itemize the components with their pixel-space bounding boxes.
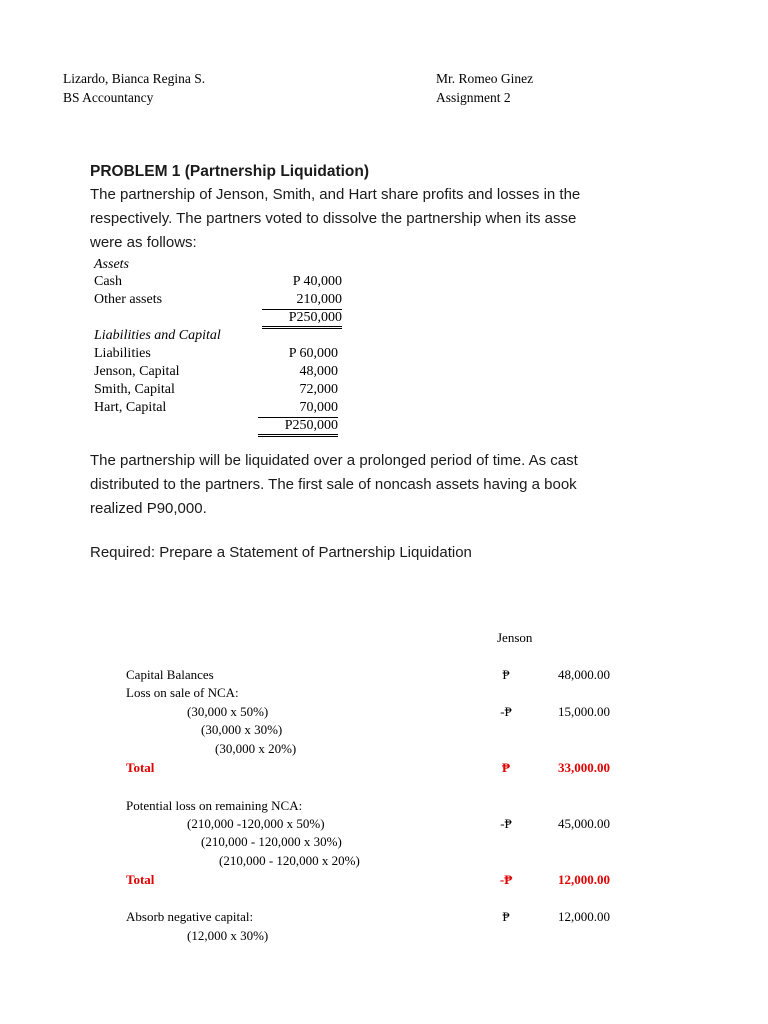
- liabilities-heading: Liabilities and Capital: [94, 328, 221, 343]
- intro-line: were as follows:: [90, 234, 197, 251]
- asset-amount: 210,000: [262, 291, 342, 310]
- assets-total: P250,000: [262, 310, 342, 329]
- total-value: 33,000.00: [558, 760, 610, 775]
- total-value: 12,000.00: [558, 872, 610, 887]
- after-line: realized P90,000.: [90, 500, 207, 517]
- assets-heading: Assets: [94, 257, 129, 272]
- statement-label: Capital Balances: [126, 667, 214, 682]
- statement-value: 48,000.00: [558, 667, 610, 682]
- liability-label: Liabilities: [94, 346, 151, 361]
- statement-value: 15,000.00: [558, 704, 610, 719]
- problem-title: PROBLEM 1 (Partnership Liquidation): [90, 163, 370, 180]
- student-name: Lizardo, Bianca Regina S.: [63, 71, 206, 86]
- statement-label: (210,000 - 120,000 x 30%): [201, 834, 342, 849]
- asset-label: Other assets: [94, 292, 163, 307]
- currency-symbol: -₱: [499, 872, 513, 887]
- statement-label: (210,000 -120,000 x 50%): [187, 816, 325, 831]
- currency-symbol: -₱: [500, 704, 512, 719]
- currency-symbol: ₱: [502, 667, 510, 682]
- intro-line: respectively. The partners voted to dissolve the partnership when its asse: [90, 210, 577, 227]
- required-line: Required: Prepare a Statement of Partnership Liquidation: [90, 544, 472, 561]
- after-line: The partnership will be liquidated over a prolonged period of time. As cast: [90, 452, 578, 469]
- statement-label: (30,000 x 30%): [201, 722, 283, 737]
- currency-symbol: -₱: [500, 816, 512, 831]
- statement-label: (210,000 - 120,000 x 20%): [219, 853, 360, 868]
- currency-symbol: ₱: [502, 909, 510, 924]
- statement-label: (12,000 x 30%): [187, 928, 269, 943]
- statement-label: Loss on sale of NCA:: [126, 685, 239, 700]
- intro-line: The partnership of Jenson, Smith, and Hart share profits and losses in the: [90, 186, 581, 203]
- currency-symbol: ₱: [502, 760, 510, 775]
- liability-amount: 72,000: [299, 382, 338, 397]
- liability-label: Hart, Capital: [94, 400, 167, 415]
- statement-label: Potential loss on remaining NCA:: [126, 798, 303, 813]
- total-label: Total: [126, 760, 155, 775]
- liability-label: Smith, Capital: [94, 382, 175, 397]
- statement-value: 12,000.00: [558, 909, 610, 924]
- statement-label: (30,000 x 20%): [215, 741, 297, 756]
- liability-amount: P 60,000: [288, 346, 338, 361]
- instructor-name: Mr. Romeo Ginez: [436, 71, 534, 86]
- program: BS Accountancy: [63, 90, 154, 105]
- liability-amount: 48,000: [299, 364, 338, 379]
- after-line: distributed to the partners. The first sale of noncash assets having a book: [90, 476, 577, 493]
- statement-value: 45,000.00: [558, 816, 610, 831]
- statement-label: (30,000 x 50%): [187, 704, 269, 719]
- column-header-jenson: Jenson: [497, 630, 533, 645]
- asset-amount: P 40,000: [292, 274, 342, 289]
- liability-amount: 70,000: [258, 399, 338, 418]
- liability-label: Jenson, Capital: [94, 364, 180, 379]
- statement-label: Absorb negative capital:: [126, 909, 254, 924]
- asset-label: Cash: [94, 274, 122, 289]
- assignment-label: Assignment 2: [436, 90, 511, 105]
- liabilities-total: P250,000: [258, 418, 338, 437]
- total-label: Total: [126, 872, 155, 887]
